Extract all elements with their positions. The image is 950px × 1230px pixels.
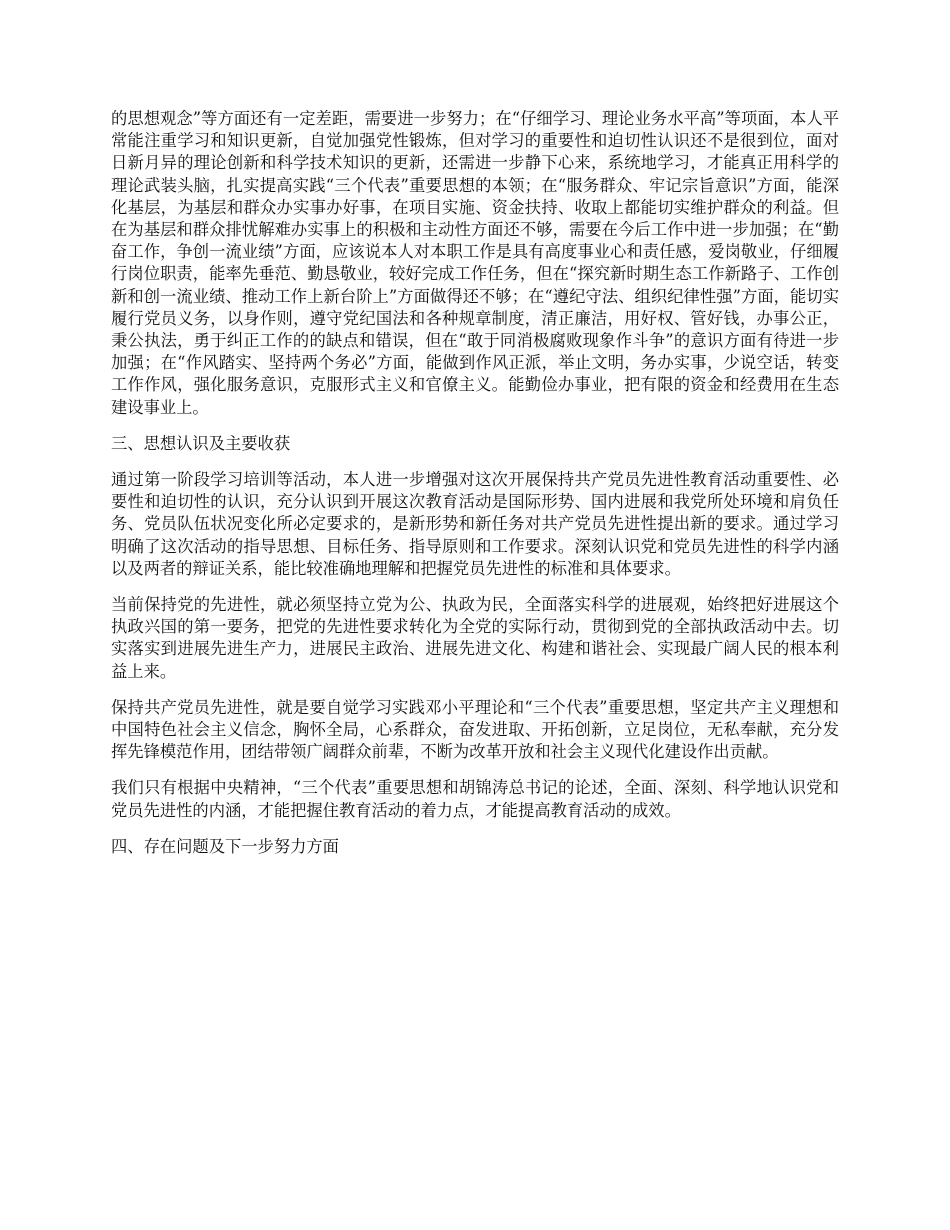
paragraph-central-spirit: 我们只有根据中央精神，“三个代表”重要思想和胡锦涛总书记的论述，全面、深刻、科学地认识党和党员先进性的内涵，才能把握住教育活动的着力点，才能提高教育活动的成效。 [111,778,839,820]
document-body [111,108,839,872]
paragraph-learning-results: 通过第一阶段学习培训等活动，本人进一步增强对这次开展保持共产党员先进性教育活动重要性、必要性和迫切性的认识，充分认识到开展这次教育活动是国际形势、国内进展和我党所处环境和肩负任务、党员队伍状况变化所必定要求的，是新形势和新任务对共产党员先进性提出新的要求。通过学习明确了这次活动的指导思想、目标任务、指导原则和工作要求。深刻认识党和党员先进性的科学内涵以及两者的辩证关系，能比较准确地理解和把握党员先进性的标准和具体要求。 [111,470,839,578]
section-heading-3: 三、思想认识及主要收获 [111,433,291,453]
paragraph-party-advancement: 当前保持党的先进性，就必须坚持立党为公、执政为民，全面落实科学的进展观，始终把好进展这个执政兴国的第一要务，把党的先进性要求转化为全党的实际行动，贯彻到党的全部执政活动中去。切实落实到进展先进生产力，进展民主政治、进展先进文化、构建和谐社会、实现最广阔人民的根本利益上来。 [111,595,839,681]
section-heading-4: 四、存在问题及下一步努力方面 [111,836,339,856]
paragraph-self-assessment: 的思想观念”等方面还有一定差距，需要进一步努力；在“仔细学习、理论业务水平高”等项面，本人平常能注重学习和知识更新，自觉加强党性锻炼，但对学习的重要性和迫切性认识还不是很到位，面对日新月异的理论创新和科学技术知识的更新，还需进一步静下心来，系统地学习，才能真正用科学的理论武装头脑，扎实提高实践“三个代表”重要思想的本领；在“服务群众、牢记宗旨意识”方面，能深化基层，为基层和群众办实事办好事，在项目实施、资金扶持、收取上都能切实维护群众的利益。但在为基层和群众排忧解难办实事上的积极和主动性方面还不够，需要在今后工作中进一步加强；在“勤奋工作，争创一流业绩”方面，应该说本人对本职工作是具有高度事业心和责任感，爱岗敬业，仔细履行岗位职责，能率先垂范、勤恳敬业，较好完成工作任务，但在“探究新时期生态工作新路子、工作创新和创一流业绩、推动工作上新台阶上”方面做得还不够；在“遵纪守法、组织纪律性强”方面，能切实履行党员义务，以身作则，遵守党纪国法和各种规章制度，清正廉洁，用好权、管好钱，办事公正，秉公执法，勇于纠正工作的的缺点和错误，但在“敢于同消极腐败现象作斗争”的意识方面有待进一步加强；在“作风踏实、坚持两个务必”方面，能做到作风正派，举止文明，务办实事，少说空话，转变工作作风，强化服务意识，克服形式主义和官僚主义。能勤俭办事业，把有限的资金和经费用在生态建设事业上。 [111,109,839,417]
paragraph-member-advancement: 保持共产党员先进性，就是要自觉学习实践邓小平理论和“三个代表”重要思想，坚定共产主义理想和中国特色社会主义信念，胸怀全局，心系群众，奋发进取、开拓创新，立足岗位，无私奉献，充分发挥先锋模范作用，团结带领广阔群众前辈，不断为改革开放和社会主义现代化建设作出贡献。 [111,697,839,762]
